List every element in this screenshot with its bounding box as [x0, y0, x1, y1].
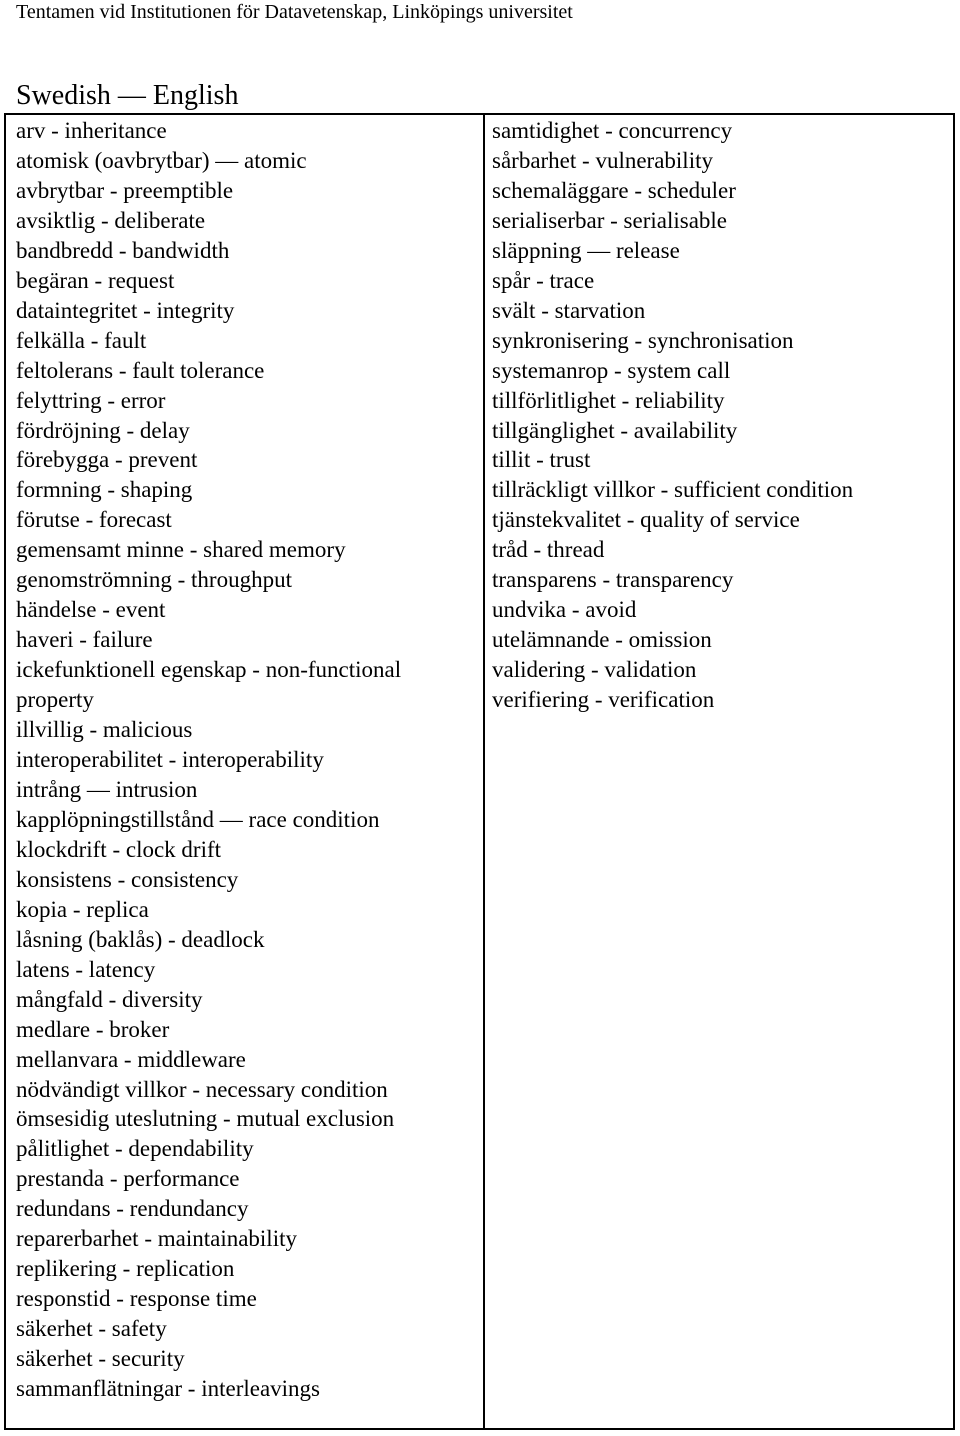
glossary-entry: tillförlitlighet - reliability	[492, 387, 725, 413]
glossary-entry: verifiering - verification	[492, 687, 715, 713]
glossary-entry: tråd - thread	[492, 537, 605, 563]
glossary-entry: serialiserbar - serialisable	[492, 207, 727, 233]
glossary-entry: medlare - broker	[16, 1016, 170, 1042]
glossary-entry: genomströmning - throughput	[16, 567, 292, 593]
glossary-entry: fördröjning - delay	[16, 417, 190, 443]
glossary-entry: felkälla - fault	[16, 327, 147, 353]
glossary-entry: haveri - failure	[16, 627, 153, 653]
glossary-entry: händelse - event	[16, 597, 166, 623]
glossary-table	[4, 113, 955, 1430]
glossary-entry: kapplöpningstillstånd — race condition	[16, 806, 380, 832]
glossary-entry: redundans - rendundancy	[16, 1196, 249, 1222]
glossary-entry: nödvändigt villkor - necessary condition	[16, 1076, 388, 1102]
glossary-entry: avsiktlig - deliberate	[16, 207, 206, 233]
glossary-entry: konsistens - consistency	[16, 866, 239, 892]
glossary-entry: dataintegritet - integrity	[16, 297, 235, 323]
glossary-entry: pålitlighet - dependability	[16, 1136, 254, 1162]
glossary-entry: förebygga - prevent	[16, 447, 198, 473]
glossary-entry: utelämnande - omission	[492, 627, 712, 653]
glossary-entry: ömsesidig uteslutning - mutual exclusion	[16, 1106, 395, 1132]
glossary-entry: schemaläggare - scheduler	[492, 177, 736, 203]
glossary-entry: mellanvara - middleware	[16, 1046, 246, 1072]
glossary-entry: interoperabilitet - interoperability	[16, 747, 324, 773]
glossary-entry: sammanflätningar - interleavings	[16, 1376, 321, 1402]
glossary-entry: intrång — intrusion	[16, 776, 198, 802]
glossary-entry: formning - shaping	[16, 477, 193, 503]
glossary-entry: reparerbarhet - maintainability	[16, 1226, 297, 1252]
glossary-entry: bandbredd - bandwidth	[16, 237, 230, 263]
glossary-entry: replikering - replication	[16, 1256, 235, 1282]
glossary-entry: spår - trace	[492, 267, 595, 293]
glossary-entry: säkerhet - safety	[16, 1316, 167, 1342]
glossary-entry: släppning — release	[492, 237, 680, 263]
right-column	[492, 116, 950, 715]
column-divider	[483, 115, 485, 1428]
glossary-entry: validering - validation	[492, 657, 697, 683]
glossary-entry: transparens - transparency	[492, 567, 734, 593]
glossary-entry: tillit - trust	[492, 447, 591, 473]
glossary-entry: latens - latency	[16, 956, 156, 982]
glossary-entry: illvillig - malicious	[16, 717, 193, 743]
glossary-entry: sårbarhet - vulnerability	[492, 147, 713, 173]
glossary-entry: tillgänglighet - availability	[492, 417, 738, 443]
glossary-entry: systemanrop - system call	[492, 357, 731, 383]
glossary-entry: arv - inheritance	[16, 118, 167, 143]
glossary-entry: säkerhet - security	[16, 1346, 185, 1372]
glossary-entry: atomisk (oavbrytbar) — atomic	[16, 147, 307, 173]
glossary-entry: begäran - request	[16, 267, 175, 293]
glossary-entry: felyttring - error	[16, 387, 166, 413]
glossary-entry: förutse - forecast	[16, 507, 172, 533]
glossary-entry: gemensamt minne - shared memory	[16, 537, 346, 563]
glossary-entry: mångfald - diversity	[16, 986, 203, 1012]
glossary-entry: svält - starvation	[492, 297, 646, 323]
glossary-entry: tjänstekvalitet - quality of service	[492, 507, 800, 533]
glossary-title: Swedish — English	[16, 80, 239, 111]
glossary-entry: avbrytbar - preemptible	[16, 177, 234, 203]
glossary-entry: prestanda - performance	[16, 1166, 240, 1192]
glossary-entry: låsning (baklås) - deadlock	[16, 926, 265, 952]
page-header: Tentamen vid Institutionen för Datavetenskap, Linköpings universitet	[16, 1, 573, 23]
glossary-entry: responstid - response time	[16, 1286, 257, 1312]
left-column	[16, 116, 478, 1404]
glossary-entry: feltolerans - fault tolerance	[16, 357, 265, 383]
glossary-entry: undvika - avoid	[492, 597, 637, 623]
glossary-entry: klockdrift - clock drift	[16, 836, 222, 862]
glossary-entry: samtidighet - concurrency	[492, 118, 733, 143]
glossary-entry: synkronisering - synchronisation	[492, 327, 794, 353]
glossary-entry: ickefunktionell egenskap - non-functional property	[16, 657, 402, 713]
glossary-entry: kopia - replica	[16, 896, 149, 922]
glossary-entry: tillräckligt villkor - sufficient condition	[492, 477, 854, 503]
